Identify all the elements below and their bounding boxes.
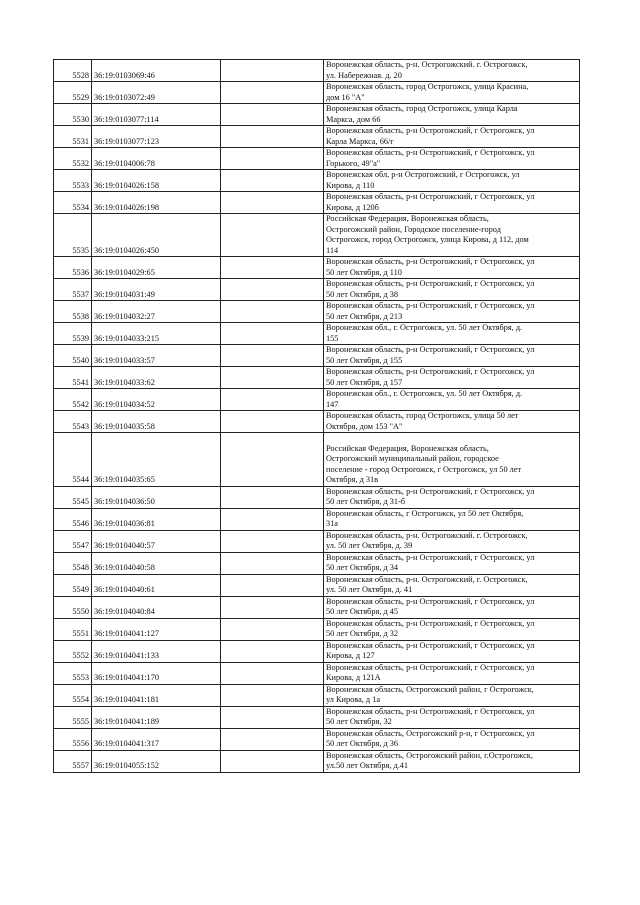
- table-row: [54, 279, 580, 301]
- empty-cell: [221, 684, 324, 706]
- cadastral-number-cell: 36:19:0104041:181: [92, 684, 221, 706]
- table-row: [54, 367, 580, 389]
- empty-cell: [221, 530, 324, 552]
- address-cell: Воронежская область, р-н Острогожский, г Острогожск, ул 50 лет Октября, д 38: [324, 279, 580, 301]
- cadastral-number-cell: 36:19:0104006:78: [92, 148, 221, 170]
- cadastral-number-cell: 36:19:0104033:215: [92, 323, 221, 345]
- cadastral-number-cell: 36:19:0104033:57: [92, 345, 221, 367]
- table-row: [54, 706, 580, 728]
- address-cell: Воронежская область, р-н Острогожский, г Острогожск, ул 50 лет Октября, д 31-б: [324, 486, 580, 508]
- cadastral-number-cell: 36:19:0104040:84: [92, 596, 221, 618]
- empty-cell: [221, 279, 324, 301]
- table-row: [54, 192, 580, 214]
- empty-cell: [221, 170, 324, 192]
- empty-cell: [221, 367, 324, 389]
- empty-cell: [221, 148, 324, 170]
- cadastral-number-cell: 36:19:0104033:62: [92, 367, 221, 389]
- empty-cell: [221, 60, 324, 82]
- empty-cell: [221, 486, 324, 508]
- table-row: [54, 684, 580, 706]
- empty-cell: [221, 82, 324, 104]
- address-cell: Воронежская область, р-н Острогожский, г Острогожск, ул 50 лет Октября, д 155: [324, 345, 580, 367]
- cadastral-number-cell: 36:19:0104041:127: [92, 618, 221, 640]
- table-row: [54, 596, 580, 618]
- table-row: [54, 301, 580, 323]
- address-cell: Воронежская область, р-н. Острогожский. г. Острогожск, ул. 50 лет Октября, д. 39: [324, 530, 580, 552]
- cadastral-number-cell: 36:19:0104035:65: [92, 433, 221, 487]
- empty-cell: [221, 574, 324, 596]
- empty-cell: [221, 104, 324, 126]
- row-number-cell: 5551: [54, 618, 92, 640]
- empty-cell: [221, 301, 324, 323]
- table-row: [54, 170, 580, 192]
- row-number-cell: 5537: [54, 279, 92, 301]
- address-cell: Воронежская область, Острогожский р-н, г Острогожск, ул 50 лет Октября, д 36: [324, 728, 580, 750]
- cadastral-number-cell: 36:19:0104031:49: [92, 279, 221, 301]
- row-number-cell: 5529: [54, 82, 92, 104]
- address-cell: Воронежская область, город Острогожск, улица Красина, дом 16 "А": [324, 82, 580, 104]
- cadastral-number-cell: 36:19:0104036:81: [92, 508, 221, 530]
- empty-cell: [221, 728, 324, 750]
- cadastral-number-cell: 36:19:0104040:57: [92, 530, 221, 552]
- table-row: [54, 389, 580, 411]
- table-row: [54, 104, 580, 126]
- empty-cell: [221, 640, 324, 662]
- table-row: [54, 214, 580, 257]
- empty-cell: [221, 618, 324, 640]
- address-cell: Воронежская обл., г. Острогожск, ул. 50 лет Октября, д. 147: [324, 389, 580, 411]
- table-row: [54, 508, 580, 530]
- table-row: [54, 662, 580, 684]
- cadastral-number-cell: 36:19:0104041:133: [92, 640, 221, 662]
- cadastral-number-cell: 36:19:0104040:58: [92, 552, 221, 574]
- row-number-cell: 5555: [54, 706, 92, 728]
- row-number-cell: 5544: [54, 433, 92, 487]
- table-row: [54, 728, 580, 750]
- cadastral-number-cell: 36:19:0104040:61: [92, 574, 221, 596]
- address-cell: Воронежская область, р-н Острогожский, г Острогожск, ул 50 лет Октября, д 110: [324, 257, 580, 279]
- empty-cell: [221, 750, 324, 772]
- address-cell: Воронежская область, Острогожский район, г.Острогожск, ул.50 лет Октября, д.41: [324, 750, 580, 772]
- row-number-cell: 5548: [54, 552, 92, 574]
- row-number-cell: 5554: [54, 684, 92, 706]
- row-number-cell: 5538: [54, 301, 92, 323]
- address-cell: Воронежская область, р-н Острогожский, г Острогожск, ул 50 лет Октября, д 213: [324, 301, 580, 323]
- empty-cell: [221, 257, 324, 279]
- cadastral-number-cell: 36:19:0103069:46: [92, 60, 221, 82]
- empty-cell: [221, 192, 324, 214]
- row-number-cell: 5546: [54, 508, 92, 530]
- row-number-cell: 5552: [54, 640, 92, 662]
- cadastral-number-cell: 36:19:0104029:65: [92, 257, 221, 279]
- table-row: [54, 486, 580, 508]
- address-cell: Воронежская область, р-н Острогожский, г Острогожск, ул 50 лет Октября, д 34: [324, 552, 580, 574]
- address-cell: Воронежская область, р-н Острогожский, г Острогожск, ул Кирова, д 120б: [324, 192, 580, 214]
- row-number-cell: 5536: [54, 257, 92, 279]
- registry-table: [53, 59, 580, 773]
- row-number-cell: 5549: [54, 574, 92, 596]
- row-number-cell: 5532: [54, 148, 92, 170]
- address-cell: Воронежская область, г Острогожск, ул 50 лет Октября, 31а: [324, 508, 580, 530]
- address-cell: Воронежская область, р-н Острогожский, г Острогожск, ул 50 лет Октября, д 32: [324, 618, 580, 640]
- empty-cell: [221, 508, 324, 530]
- cadastral-number-cell: 36:19:0104036:50: [92, 486, 221, 508]
- empty-cell: [221, 126, 324, 148]
- address-cell: Воронежская область, р-н Острогожский, г Острогожск, ул 50 лет Октября, д 157: [324, 367, 580, 389]
- table-row: [54, 530, 580, 552]
- row-number-cell: 5528: [54, 60, 92, 82]
- table-row: [54, 640, 580, 662]
- table-row: [54, 126, 580, 148]
- row-number-cell: 5530: [54, 104, 92, 126]
- address-cell: Воронежская область, р-н Острогожский, г Острогожск, ул Кирова, д 121А: [324, 662, 580, 684]
- address-cell: Воронежская область, р-н. Острогожский. г. Острогожск, ул. Набережная. д. 20: [324, 60, 580, 82]
- table-row: [54, 411, 580, 433]
- cadastral-number-cell: 36:19:0104034:52: [92, 389, 221, 411]
- address-cell: Воронежская область, р-н Острогожский, г Острогожск, ул 50 лет Октября, 32: [324, 706, 580, 728]
- address-cell: Воронежская область, Острогожский район, г Острогожск, ул Кирова, д 1а: [324, 684, 580, 706]
- row-number-cell: 5547: [54, 530, 92, 552]
- row-number-cell: 5553: [54, 662, 92, 684]
- cadastral-number-cell: 36:19:0104026:450: [92, 214, 221, 257]
- empty-cell: [221, 706, 324, 728]
- cadastral-number-cell: 36:19:0104041:170: [92, 662, 221, 684]
- registry-table-body: [54, 60, 580, 773]
- row-number-cell: 5541: [54, 367, 92, 389]
- address-cell: Воронежская обл., г. Острогожск, ул. 50 лет Октября, д. 155: [324, 323, 580, 345]
- row-number-cell: 5535: [54, 214, 92, 257]
- cadastral-number-cell: 36:19:0103077:123: [92, 126, 221, 148]
- empty-cell: [221, 433, 324, 487]
- row-number-cell: 5533: [54, 170, 92, 192]
- cadastral-number-cell: 36:19:0103072:49: [92, 82, 221, 104]
- cadastral-number-cell: 36:19:0104055:152: [92, 750, 221, 772]
- table-row: [54, 60, 580, 82]
- cadastral-number-cell: 36:19:0104032:27: [92, 301, 221, 323]
- address-cell: Воронежская область, р-н Острогожский, г Острогожск, ул Карла Маркса, 66/г: [324, 126, 580, 148]
- cadastral-number-cell: 36:19:0104041:189: [92, 706, 221, 728]
- row-number-cell: 5542: [54, 389, 92, 411]
- address-cell: Воронежская область, р-н Острогожский, г Острогожск, ул 50 лет Октября, д 45: [324, 596, 580, 618]
- empty-cell: [221, 596, 324, 618]
- row-number-cell: 5545: [54, 486, 92, 508]
- row-number-cell: 5550: [54, 596, 92, 618]
- address-cell: Воронежская область, город Острогожск, улица 50 лет Октября, дом 153 "А": [324, 411, 580, 433]
- table-row: [54, 618, 580, 640]
- cadastral-number-cell: 36:19:0104026:158: [92, 170, 221, 192]
- cadastral-number-cell: 36:19:0103077:114: [92, 104, 221, 126]
- empty-cell: [221, 389, 324, 411]
- table-row: [54, 323, 580, 345]
- table-row: [54, 148, 580, 170]
- row-number-cell: 5556: [54, 728, 92, 750]
- cadastral-number-cell: 36:19:0104026:198: [92, 192, 221, 214]
- table-row: [54, 345, 580, 367]
- row-number-cell: 5557: [54, 750, 92, 772]
- address-cell: Российская Федерация, Воронежская область, Острогожский муниципальный район, городское поселение - город Острогожск, г Острогожск, ул 50 лет Октября, д 31в: [324, 433, 580, 487]
- table-row: [54, 82, 580, 104]
- table-row: [54, 574, 580, 596]
- address-cell: Воронежская область, р-н Острогожский, г Острогожск, ул Горького, 49"а": [324, 148, 580, 170]
- row-number-cell: 5531: [54, 126, 92, 148]
- address-cell: Воронежская обл, р-н Острогожский, г Острогожск, ул Кирова, д 110: [324, 170, 580, 192]
- cadastral-number-cell: 36:19:0104035:58: [92, 411, 221, 433]
- empty-cell: [221, 411, 324, 433]
- row-number-cell: 5543: [54, 411, 92, 433]
- address-cell: Российская Федерация, Воронежская область, Острогожский район, Городское поселение-город Острогожск, город Острогожск, улица Кирова, д 112, дом 114: [324, 214, 580, 257]
- empty-cell: [221, 552, 324, 574]
- address-cell: Воронежская область, р-н Острогожский, г Острогожск, ул Кирова, д 127: [324, 640, 580, 662]
- empty-cell: [221, 662, 324, 684]
- cadastral-number-cell: 36:19:0104041:317: [92, 728, 221, 750]
- table-row: [54, 433, 580, 487]
- row-number-cell: 5540: [54, 345, 92, 367]
- table-row: [54, 750, 580, 772]
- empty-cell: [221, 214, 324, 257]
- address-cell: Воронежская область, р-н. Острогожский, г. Острогожск, ул. 50 лет Октября, д. 41: [324, 574, 580, 596]
- row-number-cell: 5539: [54, 323, 92, 345]
- address-cell: Воронежская область, город Острогожск, улица Карла Маркса, дом 66: [324, 104, 580, 126]
- table-row: [54, 257, 580, 279]
- row-number-cell: 5534: [54, 192, 92, 214]
- table-row: [54, 552, 580, 574]
- empty-cell: [221, 323, 324, 345]
- empty-cell: [221, 345, 324, 367]
